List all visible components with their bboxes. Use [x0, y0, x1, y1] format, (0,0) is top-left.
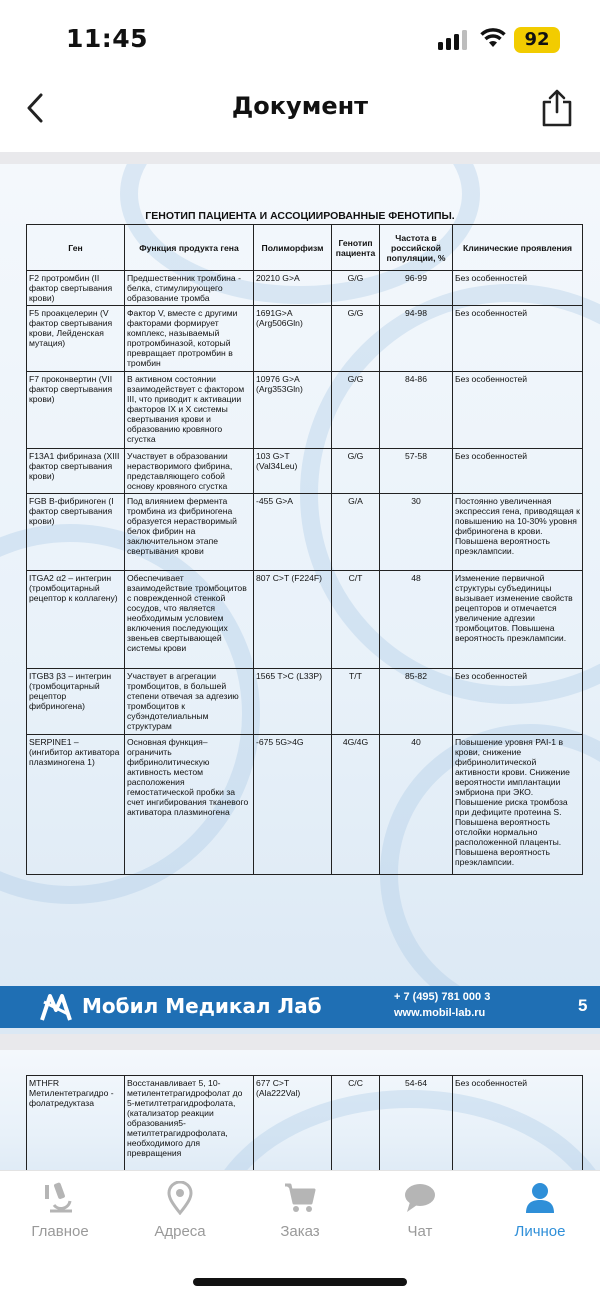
table-cell: Без особенностей	[453, 449, 583, 494]
table-cell: Без особенностей	[453, 1076, 583, 1171]
tab-order[interactable]	[240, 1181, 360, 1240]
table-row	[27, 1076, 583, 1171]
table-row	[27, 372, 583, 449]
column-header: Частота в российской популяции, %	[380, 225, 453, 271]
document-heading: ГЕНОТИП ПАЦИЕНТА И АССОЦИИРОВАННЫЕ ФЕНОТИПЫ.	[145, 210, 455, 222]
chat-icon	[402, 1181, 438, 1215]
table-cell: Участвует в агрегации тромбоцитов, в большей степени отвечая за адгезию тромбоцитов к субэндотелиальным структурам	[125, 669, 254, 735]
document-viewer[interactable]	[0, 152, 600, 1170]
column-header: Полиморфизм	[254, 225, 332, 271]
table-cell: ITGB3 β3 – интегрин (тромбоцитарный рецептор фибриногена)	[27, 669, 125, 735]
table-cell: G/G	[332, 271, 380, 306]
status-bar	[0, 0, 600, 80]
tab-label: Адреса	[154, 1223, 206, 1240]
table-cell: 85-82	[380, 669, 453, 735]
cart-icon	[282, 1181, 318, 1215]
tab-addresses[interactable]	[120, 1181, 240, 1240]
table-row	[27, 306, 583, 372]
page-number: 5	[578, 996, 588, 1015]
map-pin-icon	[162, 1181, 198, 1215]
table-cell: Основная функция– ограничить фибринолитическую активность местом расположения гемостатической пробки за счет ингибирования тканевого активатора плазминогена	[125, 735, 254, 875]
table-cell: 4G/4G	[332, 735, 380, 875]
table-cell: F5 проакцелерин (V фактор свертывания крови, Лейденская мутация)	[27, 306, 125, 372]
microscope-icon	[42, 1181, 78, 1215]
company-footer	[0, 986, 600, 1028]
table-cell: Под влиянием фермента тромбина из фибриногена образуется нерастворимый белок фибрин на заключительном этапе свертывания крови	[125, 494, 254, 571]
table-cell: 48	[380, 571, 453, 669]
table-cell: 807 C>T (F224F)	[254, 571, 332, 669]
table-cell: 54-64	[380, 1076, 453, 1171]
table-row	[27, 449, 583, 494]
table-cell: C/C	[332, 1076, 380, 1171]
table-cell: 1565 T>C (L33P)	[254, 669, 332, 735]
table-cell: Без особенностей	[453, 669, 583, 735]
table-cell: 1691G>A (Arg506Gln)	[254, 306, 332, 372]
table-cell: Постоянно увеличенная экспрессия гена, приводящая к повышению на 10-30% уровня фибриногена в крови. Повышена вероятность преэклампсии.	[453, 494, 583, 571]
table-cell: Восстанавливает 5, 10-метилентетрагидрофолат до 5-метилтетрагидрофолата, (катализатор реакции образования5-метилтетрагидрофолата, необходимого для превращения	[125, 1076, 254, 1171]
genotype-table-continued	[26, 1075, 583, 1170]
table-cell: 96-99	[380, 271, 453, 306]
table-cell: 84-86	[380, 372, 453, 449]
document-page	[0, 164, 600, 1034]
table-cell: Обеспечивает взаимодействие тромбоцитов с поврежденной стенкой сосудов, что является необходимым условием включения последующих звеньев свертывающей системы крови	[125, 571, 254, 669]
home-indicator	[193, 1278, 407, 1286]
table-cell: 94-98	[380, 306, 453, 372]
table-cell: FGB В-фибриноген (I фактор свертывания крови)	[27, 494, 125, 571]
table-cell: MTHFR Метилентетрагидро - фолатредуктаза	[27, 1076, 125, 1171]
company-website: www.mobil-lab.ru	[394, 1007, 486, 1019]
wifi-icon	[480, 27, 506, 49]
table-row	[27, 494, 583, 571]
tab-chat[interactable]	[360, 1181, 480, 1240]
share-icon[interactable]	[540, 88, 574, 128]
battery-indicator: 92	[514, 27, 560, 53]
column-header: Функция продукта гена	[125, 225, 254, 271]
company-logo-icon	[40, 992, 72, 1022]
table-cell: T/T	[332, 669, 380, 735]
table-cell: G/G	[332, 449, 380, 494]
table-row	[27, 571, 583, 669]
table-row	[27, 669, 583, 735]
table-cell: Изменение первичной структуры субъединицы вызывает изменение свойств рецепторов и отмечается увеличение адгезии тромбоцитов. Повышена вероятность преэклампсии.	[453, 571, 583, 669]
table-cell: Участвует в образовании нерастворимого фибрина, представляющего собой основу кровяного сгустка	[125, 449, 254, 494]
tab-label: Чат	[407, 1223, 433, 1240]
table-cell: Без особенностей	[453, 372, 583, 449]
table-row	[27, 735, 583, 875]
table-cell: 10976 G>A (Arg353Gln)	[254, 372, 332, 449]
table-cell: Фактор V, вместе с другими факторами формирует комплекс, называемый протромбиназой, который превращает протромбин в тромбин	[125, 306, 254, 372]
table-cell: В активном состоянии взаимодействует с фактором III, что приводит к активации факторов IX и X системы свертывания крови и образованию кровяного сгустка	[125, 372, 254, 449]
table-cell: -675 5G>4G	[254, 735, 332, 875]
table-cell: F7 проконвертин (VII фактор свертывания крови)	[27, 372, 125, 449]
tab-main[interactable]	[0, 1181, 120, 1240]
table-cell: 40	[380, 735, 453, 875]
tab-label: Заказ	[280, 1223, 320, 1240]
nav-bar	[0, 80, 600, 144]
table-cell: Повышение уровня PAI-1 в крови, снижение фибринолитической активности крови. Снижение вероятности имплантации эмбриона при ЭКО. Повышение риска тромбоза при дефиците протеина S. Повышена вероятность отслойки нормально расположенной плаценты. Повышена вероятность преэклампсии.	[453, 735, 583, 875]
tab-label: Личное	[514, 1223, 566, 1240]
table-cell: 677 C>T (Ala222Val)	[254, 1076, 332, 1171]
genotype-table	[26, 224, 583, 875]
table-cell: -455 G>A	[254, 494, 332, 571]
table-cell: G/A	[332, 494, 380, 571]
table-cell: F13A1 фибриназа (XIII фактор свертывания крови)	[27, 449, 125, 494]
table-cell: C/T	[332, 571, 380, 669]
table-header-row	[27, 225, 583, 271]
table-cell: 30	[380, 494, 453, 571]
table-cell: G/G	[332, 372, 380, 449]
table-row	[27, 271, 583, 306]
table-cell: Предшественник тромбина - белка, стимулирующего образование тромба	[125, 271, 254, 306]
document-page	[0, 1050, 600, 1170]
table-cell: 57-58	[380, 449, 453, 494]
table-cell: ITGA2 α2 – интегрин (тромбоцитарный рецептор к коллагену)	[27, 571, 125, 669]
signal-icon	[438, 30, 468, 50]
column-header: Генотип пациента	[332, 225, 380, 271]
company-phone: + 7 (495) 781 000 3	[394, 991, 491, 1003]
table-cell: F2 протромбин (II фактор свертывания крови)	[27, 271, 125, 306]
page-title: Документ	[231, 92, 369, 120]
tab-label: Главное	[31, 1223, 89, 1240]
table-cell: Без особенностей	[453, 306, 583, 372]
table-cell: SERPINE1 – (ингибитор активатора плазминогена 1)	[27, 735, 125, 875]
table-cell: G/G	[332, 306, 380, 372]
person-icon	[522, 1181, 558, 1215]
table-cell: 103 G>T (Val34Leu)	[254, 449, 332, 494]
status-time: 11:45	[66, 24, 149, 53]
tab-personal[interactable]	[480, 1181, 600, 1240]
column-header: Ген	[27, 225, 125, 271]
table-cell: 20210 G>A	[254, 271, 332, 306]
table-cell: Без особенностей	[453, 271, 583, 306]
column-header: Клинические проявления	[453, 225, 583, 271]
company-name: Мобил Медикал Лаб	[82, 994, 322, 1018]
